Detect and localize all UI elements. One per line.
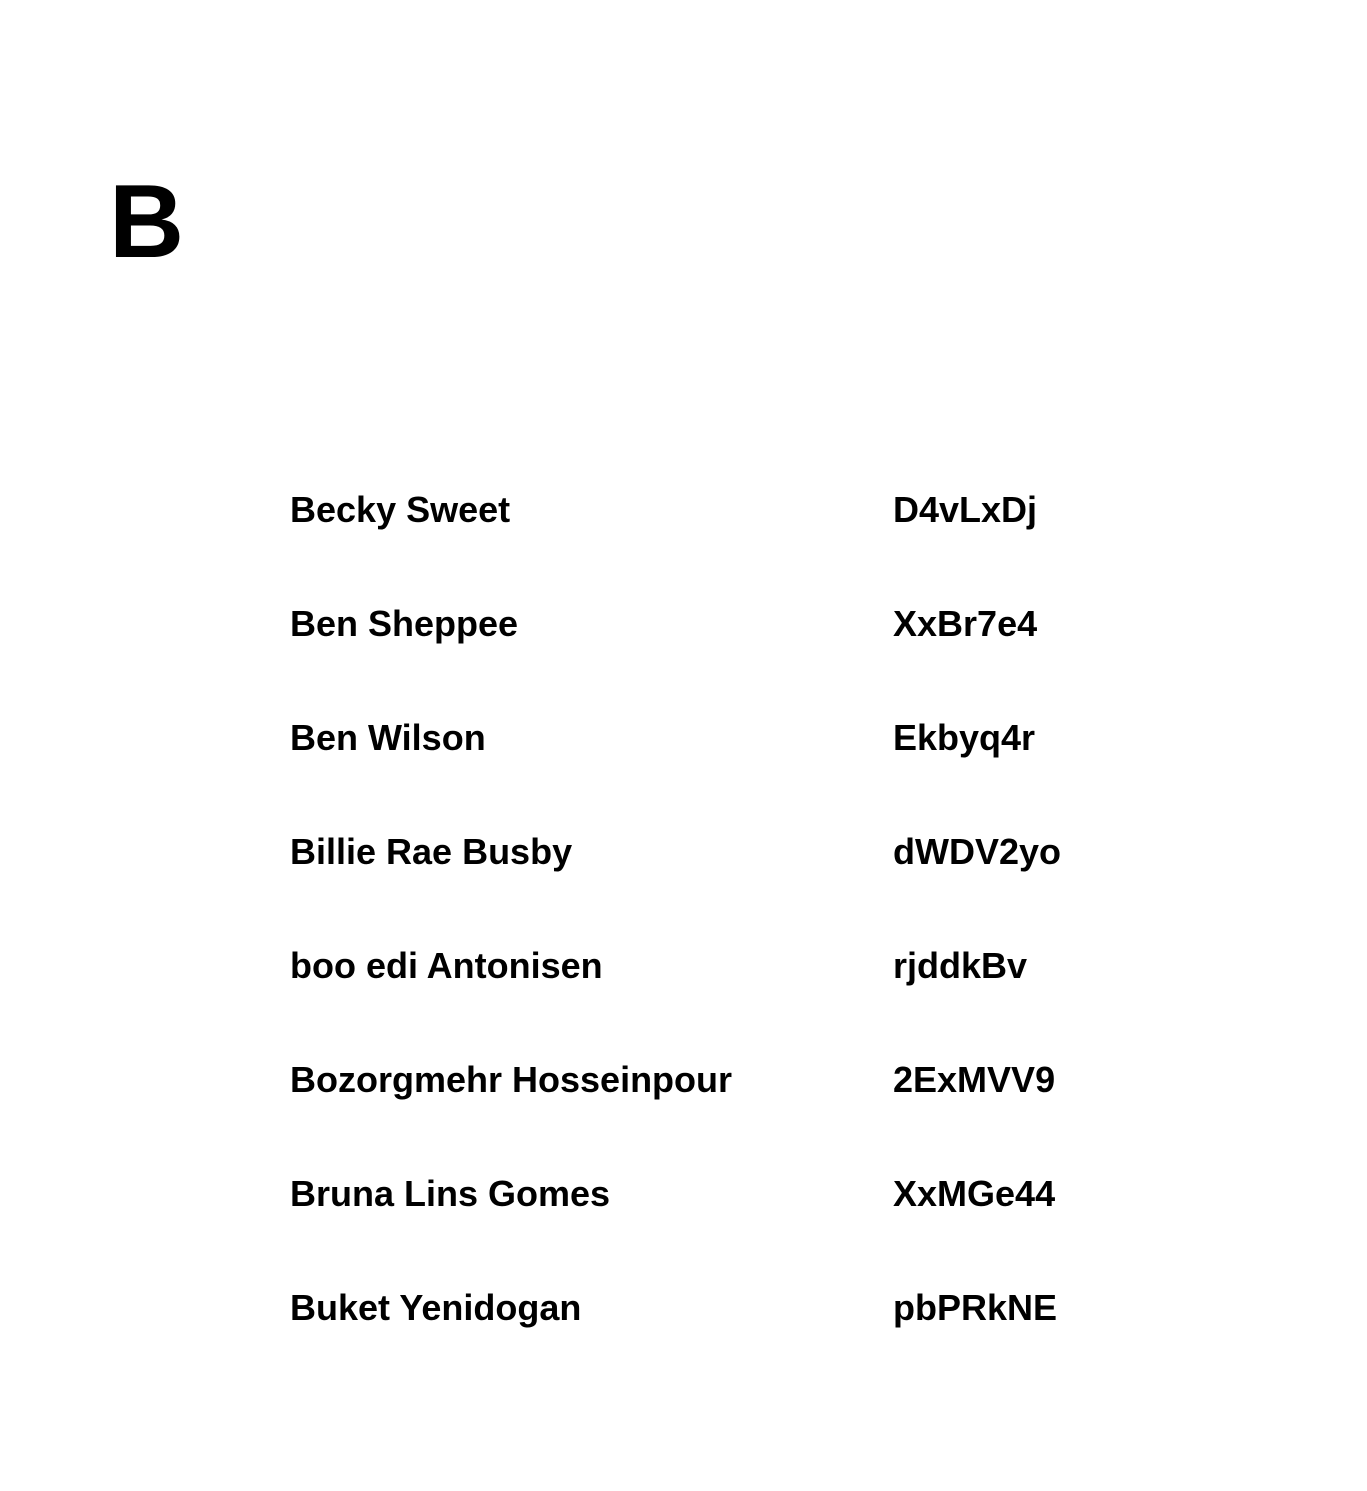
entry-name: boo edi Antonisen xyxy=(290,945,603,986)
entry-code: XxMGe44 xyxy=(893,1173,1056,1214)
entry-name: Ben Sheppee xyxy=(290,603,519,644)
list-item xyxy=(290,597,1190,711)
list-item xyxy=(290,825,1190,939)
list-item xyxy=(290,1053,1190,1167)
list-item xyxy=(290,711,1190,825)
list-item xyxy=(290,483,1190,597)
entry-code: 2ExMVV9 xyxy=(893,1059,1056,1100)
entry-name: Bruna Lins Gomes xyxy=(290,1173,611,1214)
entry-name: Buket Yenidogan xyxy=(290,1287,582,1328)
entry-list xyxy=(290,483,1190,1395)
entry-code: D4vLxDj xyxy=(893,489,1038,530)
entry-name: Becky Sweet xyxy=(290,489,511,530)
list-item xyxy=(290,1167,1190,1281)
entry-code: XxBr7e4 xyxy=(893,603,1038,644)
list-item xyxy=(290,939,1190,1053)
entry-name: Bozorgmehr Hosseinpour xyxy=(290,1059,733,1100)
entry-code: rjddkBv xyxy=(893,945,1028,986)
list-item xyxy=(290,1281,1190,1395)
entry-code: Ekbyq4r xyxy=(893,717,1036,758)
entry-code: dWDV2yo xyxy=(893,831,1062,872)
entry-name: Ben Wilson xyxy=(290,717,486,758)
entry-name: Billie Rae Busby xyxy=(290,831,573,872)
entry-code: pbPRkNE xyxy=(893,1287,1058,1328)
section-letter-heading: B xyxy=(109,164,185,280)
